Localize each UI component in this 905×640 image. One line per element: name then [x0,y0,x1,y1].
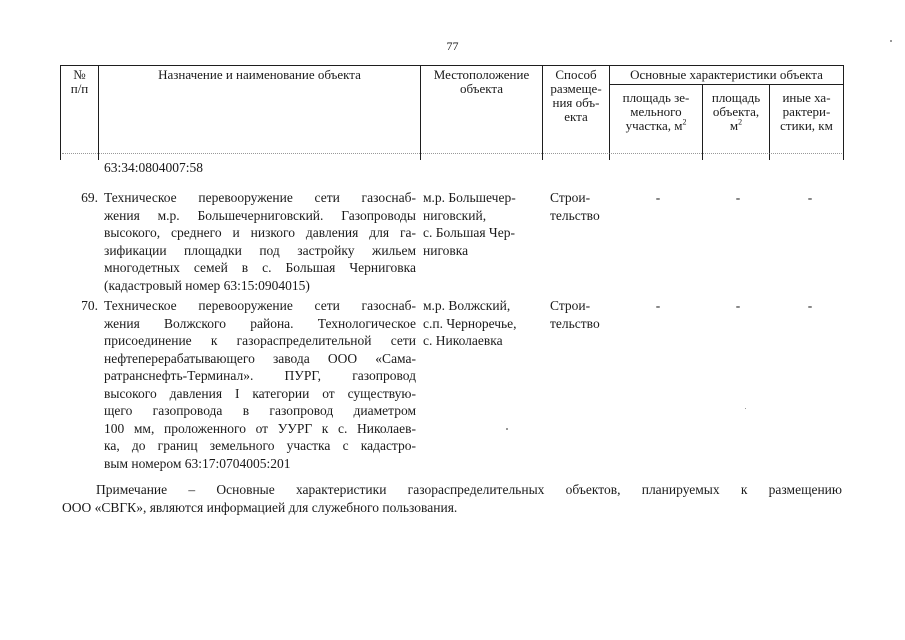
row-land-area: - [655,190,661,205]
scan-speck [745,408,746,409]
header-characteristics-col: Основные характеристики объекта [630,67,823,82]
row-object-area: - [735,298,741,313]
header-land-area-col: площадь зе- мельного участка, $м^2$ [622,90,690,133]
header-number-col: № п/п [70,67,89,96]
row-description: Техническое перевооружение сети газоснаб- жения Волжского района. Технологическое присоединение к газораспределительной сети нефтеперерабатывающего завода ООО «Сама- ратранснефть-Терминал». ПУРГ, газопровод высокого давления I категории от существую- щего газопровода в газопровод диаметром 100 мм, проложенного от УУРГ к с. Николаев- ка, до границ земельного участка с кадастро- вым номером 63:17:0704005:201 [104,298,416,471]
row-description: Техническое перевооружение сети газоснаб- жения м.р. Большечерниговский. Газопроводы высокого, среднего и низкого давления для га- зификации площадки под застройку жильем многодетных семей в с. Большая Черниговка (кадастровый номер 63:15:0904015) [104,190,416,293]
scan-artifact-line [62,153,842,157]
page-number: 77 [446,39,459,53]
footnote: Примечание – Основные характеристики газораспределительных объектов, планируемых к размещению ООО «СВГК», являются информацией для служебного пользования. [62,482,842,515]
table-header [60,65,844,160]
header-method-col: Способ размеще- ния объ- екта [550,67,602,124]
header-location-col: Местоположение объекта [433,67,530,96]
row-land-area: - [655,298,661,313]
row-location: м.р. Большечер- ниговский, с. Большая Чер- ниговка [423,190,516,258]
row-method: Строи- тельство [550,190,600,223]
row-number: 69. [81,190,98,205]
row-number: 70. [81,298,98,313]
continued-cadastral-number: 63:34:0804007:58 [104,160,204,175]
header-object-area-col: площадь объекта, $м^2$ [711,90,761,133]
header-other-col: иные ха- рактери- стики, км [780,90,833,133]
row-object-area: - [735,190,741,205]
scan-speck [890,40,892,42]
scan-speck [506,428,508,430]
row-other: - [807,190,813,205]
row-method: Строи- тельство [550,298,600,331]
row-other: - [807,298,813,313]
row-location: м.р. Волжский, с.п. Черноречье, с. Николаевка [423,298,517,348]
header-name-col: Назначение и наименование объекта [158,67,361,82]
